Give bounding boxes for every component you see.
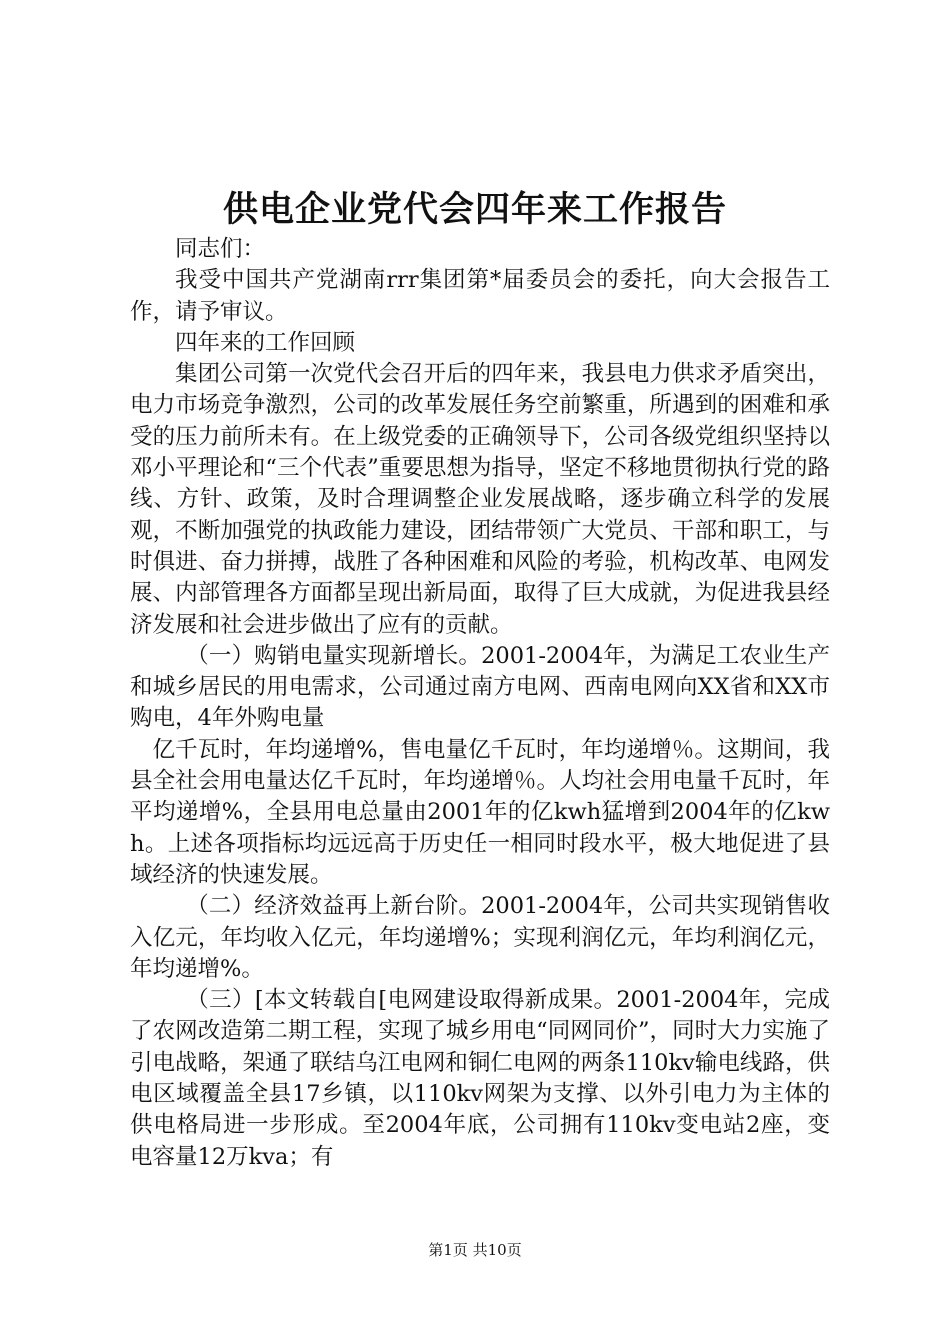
section-heading: 四年来的工作回顾 xyxy=(175,329,356,356)
salutation-paragraph: 同志们： xyxy=(175,236,266,262)
item-one-continued-paragraph: 亿千瓦时，年均递增%，售电量亿千瓦时，年均递增％。这期间，我县全社会用电量达亿千瓦时，年均递增％。人均社会用电量千瓦时，年平均递增%，全县用电总量由2001年的亿kwh猛增到2004年的亿kwh。上述各项指标均远远高于历史任一相同时段水平，极大地促进了县域经济的快速发展。 xyxy=(130,736,830,888)
opening-paragraph: 我受中国共产党湖南rrr集团第*届委员会的委托，向大会报告工作，请予审议。 xyxy=(130,267,830,325)
item-one-paragraph: （一）购销电量实现新增长。2001-2004年，为满足工农业生产和城乡居民的用电需求，公司通过南方电网、西南电网向XX省和XX市购电，4年外购电量 xyxy=(130,642,830,732)
document-body xyxy=(130,234,830,1173)
document-title: 供电企业党代会四年来工作报告 xyxy=(222,189,727,230)
page-number-footer: 第1页 共10页 xyxy=(428,1241,522,1259)
review-paragraph: 集团公司第一次党代会召开后的四年来，我县电力供求矛盾突出，电力市场竞争激烈，公司的改革发展任务空前繁重，所遇到的困难和承受的压力前所未有。在上级党委的正确领导下，公司各级党组织坚持以邓小平理论和“三个代表”重要思想为指导，坚定不移地贯彻执行党的路线、方针、政策，及时合理调整企业发展战略，逐步确立科学的发展观，不断加强党的执政能力建设，团结带领广大党员、干部和职工，与时俱进、奋力拼搏，战胜了各种困难和风险的考验，机构改革、电网发展、内部管理各方面都呈现出新局面，取得了巨大成就，为促进我县经济发展和社会进步做出了应有的贡献。 xyxy=(130,361,830,638)
item-two-paragraph: （二）经济效益再上新台阶。2001-2004年，公司共实现销售收入亿元，年均收入亿元，年均递增%；实现利润亿元，年均利润亿元，年均递增%。 xyxy=(130,893,830,982)
item-three-paragraph: （三）[本文转载自[电网建设取得新成果。2001-2004年，完成了农网改造第二期工程，实现了城乡用电“同网同价”，同时大力实施了引电战略，架通了联结乌江电网和铜仁电网的两条110kv输电线路，供电区域覆盖全县17乡镇，以110kv网架为支撑、以外引电力为主体的供电格局进一步形成。至2004年底，公司拥有110kv变电站2座，变电容量12万kva；有 xyxy=(130,987,830,1170)
